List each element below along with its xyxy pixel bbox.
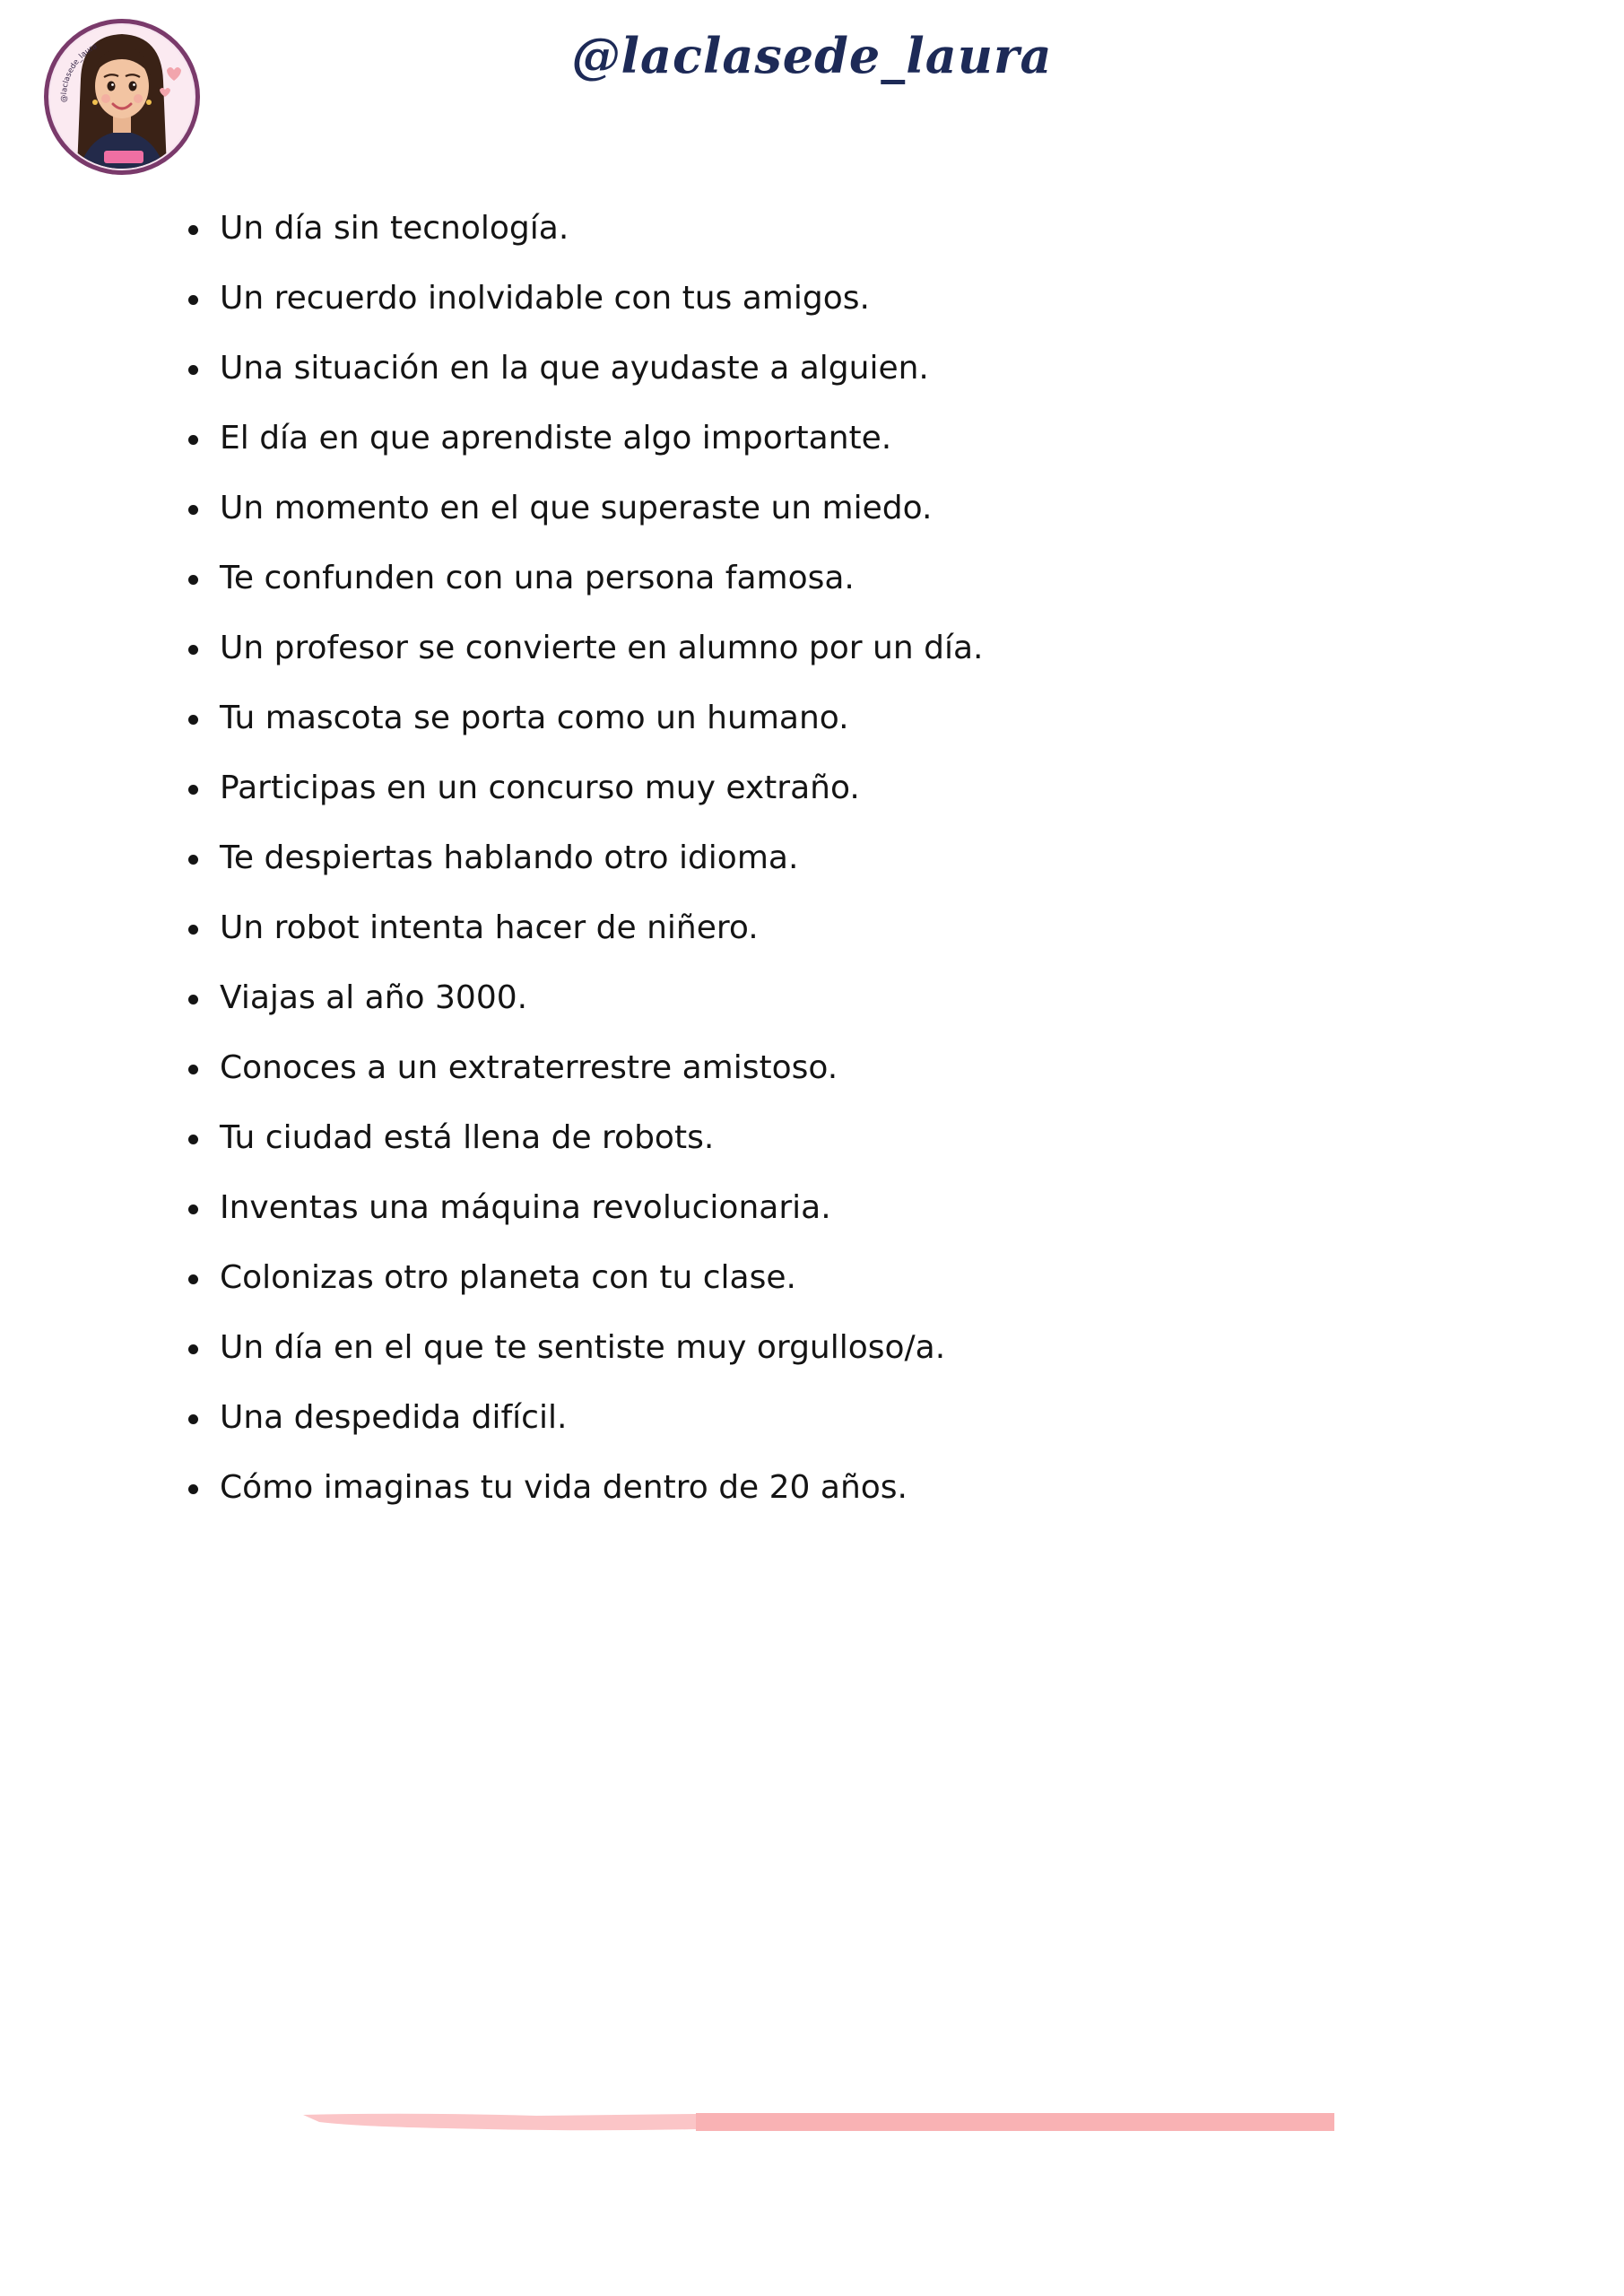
- list-item: Un día en el que te sentiste muy orgulloso/a.: [188, 1318, 983, 1388]
- list-item: Te confunden con una persona famosa.: [188, 549, 983, 619]
- writing-prompt-list: [188, 199, 983, 1528]
- list-item: Una despedida difícil.: [188, 1388, 983, 1458]
- list-item: Tu mascota se porta como un humano.: [188, 689, 983, 759]
- list-item: Un robot intenta hacer de niñero.: [188, 899, 983, 969]
- avatar-caption: @laclasede_laura: [59, 41, 100, 103]
- list-item: Participas en un concurso muy extraño.: [188, 759, 983, 829]
- page-title-handle: @laclasede_laura: [571, 27, 1053, 84]
- list-item: Tu ciudad está llena de robots.: [188, 1109, 983, 1178]
- list-item: El día en que aprendiste algo importante.: [188, 409, 983, 479]
- list-item: Cómo imaginas tu vida dentro de 20 años.: [188, 1458, 983, 1528]
- list-item: Colonizas otro planeta con tu clase.: [188, 1248, 983, 1318]
- list-item: Un profesor se convierte en alumno por un día.: [188, 619, 983, 689]
- list-item: Inventas una máquina revolucionaria.: [188, 1178, 983, 1248]
- list-item: Un momento en el que superaste un miedo.: [188, 479, 983, 549]
- list-item: Un recuerdo inolvidable con tus amigos.: [188, 269, 983, 339]
- brush-stroke-icon: [303, 2109, 1336, 2133]
- decorative-underline: [303, 2109, 1336, 2133]
- list-item: Una situación en la que ayudaste a alguien.: [188, 339, 983, 409]
- list-item: Viajas al año 3000.: [188, 969, 983, 1039]
- list-item: Un día sin tecnología.: [188, 199, 983, 269]
- list-item: Te despiertas hablando otro idioma.: [188, 829, 983, 899]
- list-item: Conoces a un extraterrestre amistoso.: [188, 1039, 983, 1109]
